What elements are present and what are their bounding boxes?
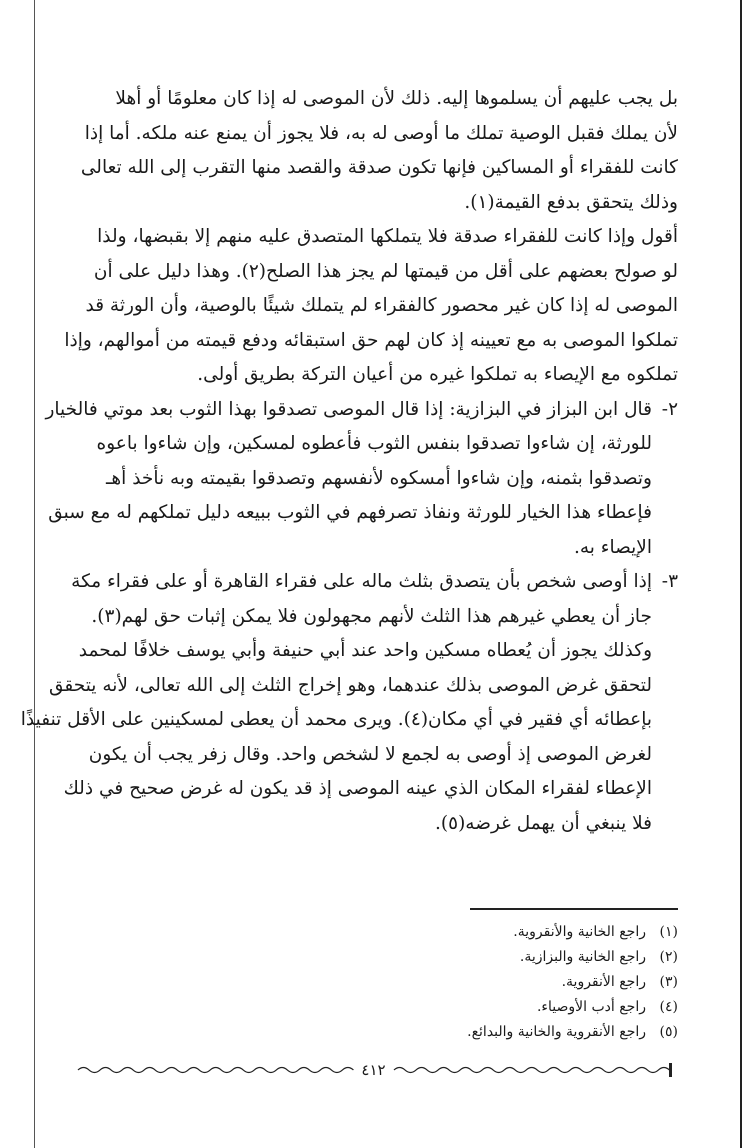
text-line: فلا ينبغي أن يهمل غرضه(٥).: [435, 812, 652, 834]
text-line: فإعطاء هذا الخيار للورثة ونفاذ تصرفهم في الثوب ببيعه دليل تملكهم له مع سبق: [48, 502, 652, 523]
text-line: وتصدقوا بثمنه، وإن شاءوا أمسكوه لأنفسهم وتصدقوا بقيمته وبه نأخذ أهـ: [106, 467, 652, 489]
text-line: الموصى له إذا كان غير محصور كالفقراء لم يتملك شيئًا بالوصية، وأن الورثة قد: [85, 295, 678, 316]
item-number: ٢-: [661, 398, 678, 420]
footnote: [68, 920, 678, 945]
text-line: لغرض الموصى إذ أوصى به لجمع لا لشخص واحد. وقال زفر يجب أن يكون: [88, 743, 652, 765]
text-line: [68, 565, 678, 600]
paragraph-2: [64, 220, 678, 393]
footer-end-bar: [669, 1063, 672, 1077]
page-number: ٤١٢: [361, 1061, 386, 1079]
text-line: وكذلك يجوز أن يُعطاه مسكين واحد عند أبي حنيفة وأبي يوسف خلافًا لمحمد: [78, 640, 652, 661]
item-text: قال ابن البزاز في البزازية: إذا قال الموصى تصدقوا بهذا الثوب بعد موتي فالخيار: [45, 398, 652, 420]
footnote-number: (٥): [659, 1024, 678, 1040]
footnote-number: (٣): [659, 974, 678, 990]
page-footer: [78, 1060, 672, 1080]
text-line: الإيصاء به.: [573, 536, 652, 558]
numbered-item-3: [20, 565, 678, 841]
item-number: ٣-: [661, 571, 678, 592]
footnote-text: راجع الخانية والبزازية.: [519, 949, 646, 965]
footnote: [68, 1020, 678, 1045]
footnotes: [68, 898, 678, 1045]
left-margin-rule: [34, 0, 35, 1148]
footnote-text: راجع أدب الأوصياء.: [536, 999, 646, 1015]
text-line: كانت للفقراء أو المساكين فإنها تكون صدقة والقصد منها التقرب إلى الله تعالى: [80, 157, 678, 178]
text-line: لو صولح بعضهم على أقل من قيمتها لم يجز هذا الصلح(٢). وهذا دليل على أن: [93, 260, 678, 282]
text-line: لأن يملك فقبل الوصية تملك ما أوصى له به، فلا يجوز أن يمنع عنه ملكه. أما إذا: [84, 122, 678, 144]
page-body: [20, 82, 678, 841]
numbered-item-2: [45, 393, 678, 566]
right-margin-rule: [740, 0, 742, 1148]
wave-ornament-right: [394, 1065, 669, 1075]
footnote-text: راجع الأنقروية والخانية والبدائع.: [467, 1024, 646, 1040]
footnote-text: راجع الخانية والأنقروية.: [513, 924, 646, 940]
footnote-number: (١): [659, 924, 678, 940]
footnote-separator: [470, 908, 678, 910]
text-line: تملكوا الموصى به مع تعيينه إذ كان لهم حق استبقائه ودفع قيمته من أموالهم، وإذا: [64, 329, 678, 351]
text-line: بل يجب عليهم أن يسلموها إليه. ذلك لأن الموصى له إذا كان معلومًا أو أهلا: [115, 88, 678, 109]
footnote: [68, 970, 678, 995]
item-text: إذا أوصى شخص بأن يتصدق بثلث ماله على فقراء القاهرة أو على فقراء مكة: [71, 571, 652, 592]
text-line: بإعطائه أي فقير في أي مكان(٤). ويرى محمد أن يعطى لمسكينين على الأقل تنفيذًا: [20, 709, 652, 730]
footnote: [68, 945, 678, 970]
text-line: [45, 393, 678, 428]
footnote-number: (٢): [659, 949, 678, 965]
text-line: الإعطاء لفقراء المكان الذي عينه الموصى إذ قد يكون له غرض صحيح في ذلك: [63, 778, 652, 799]
text-line: تملكوه مع الإيصاء به تملكوا غيره من أعيان التركة بطريق أولى.: [197, 364, 678, 385]
footnote-text: راجع الأنقروية.: [561, 974, 646, 990]
footnote-number: (٤): [659, 999, 678, 1015]
text-line: للورثة، إن شاءوا تصدقوا بنفس الثوب فأعطوه لمسكين، وإن شاءوا باعوه: [96, 433, 652, 454]
wave-ornament-left: [78, 1065, 353, 1075]
text-line: أقول وإذا كانت للفقراء صدقة فلا يتملكها المتصدق عليه منهم إلا بقبضها، ولذا: [97, 226, 678, 247]
text-line: جاز أن يعطي غيرهم هذا الثلث لأنهم مجهولون فلا يمكن إثبات حق لهم(٣).: [91, 605, 652, 627]
text-line: لتحقق غرض الموصى بذلك عندهما، وهو إخراج الثلث إلى الله تعالى، لأنه يتحقق: [49, 674, 652, 696]
footnote: [68, 995, 678, 1020]
text-line: وذلك يتحقق بدفع القيمة(١).: [464, 191, 678, 213]
paragraph-1: [68, 82, 678, 220]
